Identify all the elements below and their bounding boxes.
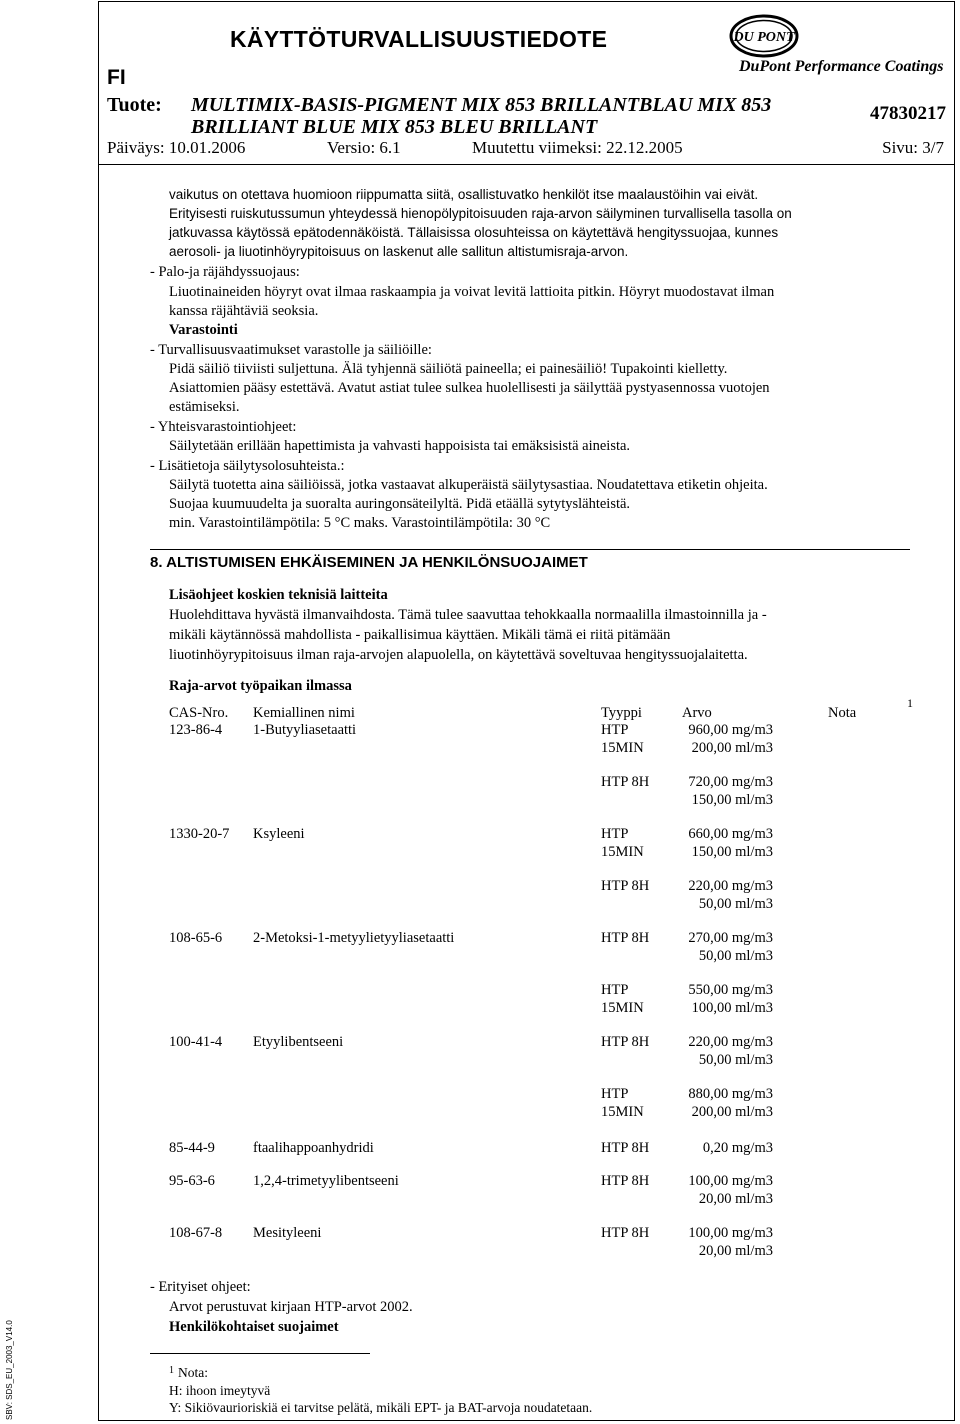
table-cell-type: HTP 8H bbox=[601, 1034, 650, 1050]
storage-req-heading: - Turvallisuusvaatimukset varastolle ja säiliöille: bbox=[150, 342, 432, 358]
table-cell-type: 15MIN bbox=[601, 1000, 644, 1016]
document-title: KÄYTTÖTURVALLISUUSTIEDOTE bbox=[230, 26, 608, 52]
table-cell-type: 15MIN bbox=[601, 740, 644, 756]
table-cell-type: HTP 8H bbox=[601, 930, 650, 946]
table-cell-value: 20,00 ml/m3 bbox=[698, 1191, 773, 1207]
table-cell-value: 660,00 mg/m3 bbox=[688, 826, 773, 842]
storage-info-text: Säilytä tuotetta aina säiliöissä, jotka vastaavat alkuperäistä säilytysastiaa. Noudatettava etiketin ohjeita. bbox=[169, 477, 768, 493]
brand-tagline: DuPont Performance Coatings bbox=[739, 58, 944, 75]
storage-info-heading: - Lisätietoja säilytysolosuhteista.: bbox=[150, 458, 345, 474]
section-8-title: 8. ALTISTUMISEN EHKÄISEMINEN JA HENKILÖNSUOJAIMET bbox=[150, 554, 588, 571]
table-cell-cas: 1330-20-7 bbox=[169, 826, 230, 842]
table-cell-value: 50,00 ml/m3 bbox=[698, 1052, 773, 1068]
storage-req-text: Pidä säiliö tiiviisti suljettuna. Älä tyhjennä säiliötä paineella; ei painesäiliö! Tupakointi kielletty. bbox=[169, 361, 728, 377]
table-cell-value: 270,00 mg/m3 bbox=[688, 930, 773, 946]
table-cell-type: HTP bbox=[601, 826, 629, 842]
limits-heading: Raja-arvot työpaikan ilmassa bbox=[169, 678, 352, 694]
table-cell-value: 100,00 mg/m3 bbox=[688, 1173, 773, 1189]
document-header bbox=[99, 2, 954, 165]
body-line: jatkuvassa käytössä epätodennäköistä. Tällaisissa olosuhteissa on käytettävä hengityssuojaa, kunnes bbox=[169, 225, 779, 240]
table-cell-value: 960,00 mg/m3 bbox=[688, 722, 773, 738]
footnote-label: Nota: bbox=[178, 1365, 208, 1380]
table-cell-value: 220,00 mg/m3 bbox=[688, 1034, 773, 1050]
col-header-cas: CAS-Nro. bbox=[169, 705, 229, 721]
table-cell-name: Mesityleeni bbox=[253, 1225, 322, 1241]
version: Versio: 6.1 bbox=[327, 138, 401, 157]
logo-text: DU PONT bbox=[733, 30, 795, 45]
fire-heading: - Palo-ja räjähdyssuojaus: bbox=[150, 264, 300, 280]
issue-date: Päiväys: 10.01.2006 bbox=[107, 138, 246, 157]
footnote-marker: 1 bbox=[907, 696, 913, 710]
table-cell-value: 0,20 mg/m3 bbox=[702, 1140, 773, 1156]
footnote-mark: 1 bbox=[169, 1365, 174, 1376]
side-code bbox=[2, 1320, 16, 1420]
special-text: Arvot perustuvat kirjaan HTP-arvot 2002. bbox=[169, 1299, 413, 1315]
language-code: FI bbox=[107, 66, 126, 89]
tech-text: mikäli käytännössä mahdollista - paikallisimua käyttäen. Mikäli tämä ei riitä pitämään bbox=[169, 627, 671, 643]
body-line: Erityisesti ruiskutussumun yhteydessä hienopölypitoisuuden raja-arvon säilyminen turvallisella tasolla on bbox=[169, 206, 792, 221]
table-cell-type: 15MIN bbox=[601, 844, 644, 860]
table-cell-type: HTP 8H bbox=[601, 1173, 650, 1189]
footnote-divider bbox=[150, 1353, 370, 1354]
table-cell-type: HTP 8H bbox=[601, 774, 650, 790]
table-cell-value: 150,00 ml/m3 bbox=[691, 844, 773, 860]
product-name-line1: MULTIMIX-BASIS-PIGMENT MIX 853 BRILLANTBLAU MIX 853 bbox=[191, 94, 772, 116]
storage-info-text: Suojaa kuumuudelta ja suoralta auringonsäteilyltä. Pidä etäällä sytytyslähteistä. bbox=[169, 496, 631, 512]
table-cell-name: 1-Butyyliasetaatti bbox=[253, 722, 357, 738]
footnote-h: H: ihoon imeytyvä bbox=[169, 1383, 271, 1398]
fire-text: kanssa räjähtäviä seoksia. bbox=[169, 303, 319, 319]
footnote-y: Y: Sikiövaurioriskiä ei tarvitse pelätä, mikäli EPT- ja BAT-arvoja noudatetaan. bbox=[169, 1400, 593, 1415]
tech-heading: Lisäohjeet koskien teknisiä laitteita bbox=[169, 587, 388, 603]
col-header-type: Tyyppi bbox=[601, 705, 642, 721]
col-header-name: Kemiallinen nimi bbox=[253, 705, 355, 721]
table-cell-cas: 108-67-8 bbox=[169, 1225, 223, 1241]
table-cell-value: 220,00 mg/m3 bbox=[688, 878, 773, 894]
table-cell-value: 100,00 ml/m3 bbox=[691, 1000, 773, 1016]
table-cell-type: HTP 8H bbox=[601, 1225, 650, 1241]
section-divider bbox=[150, 549, 910, 550]
tech-text: liuotinhöyrypitoisuus ilman raja-arvojen alapuolella, on käytettävä soveltuvaa hengityssuojalaitetta. bbox=[169, 647, 748, 663]
table-cell-cas: 95-63-6 bbox=[169, 1173, 215, 1189]
body-line: vaikutus on otettava huomioon riippumatta siitä, osallistuvatko henkilöt itse maalaustöihin vai eivät. bbox=[169, 187, 759, 202]
table-cell-type: HTP 8H bbox=[601, 878, 650, 894]
side-code-text: SBV: SDS_EU_2003_V14.0 bbox=[5, 1320, 14, 1420]
table-cell-type: HTP bbox=[601, 982, 629, 998]
table-cell-name: 1,2,4-trimetyylibentseeni bbox=[253, 1173, 399, 1189]
table-cell-value: 880,00 mg/m3 bbox=[688, 1086, 773, 1102]
page-number: Sivu: 3/7 bbox=[882, 138, 944, 157]
table-cell-value: 550,00 mg/m3 bbox=[688, 982, 773, 998]
product-name-line2: BRILLIANT BLUE MIX 853 BLEU BRILLANT bbox=[191, 116, 598, 138]
table-cell-value: 200,00 ml/m3 bbox=[691, 740, 773, 756]
table-cell-cas: 85-44-9 bbox=[169, 1140, 215, 1156]
document-number: 47830217 bbox=[870, 103, 946, 124]
special-heading: - Erityiset ohjeet: bbox=[150, 1279, 251, 1295]
table-cell-value: 20,00 ml/m3 bbox=[698, 1243, 773, 1259]
table-cell-type: HTP bbox=[601, 1086, 629, 1102]
body-line: aerosoli- ja liuotinhöyrypitoisuus on laskenut alle sallitun altistumisraja-arvon. bbox=[169, 244, 629, 259]
tech-text: Huolehdittava hyvästä ilmanvaihdosta. Tämä tulee saavuttaa tehokkaalla normaalilla ilmastoinnilla ja - bbox=[169, 607, 767, 623]
col-header-note: Nota bbox=[828, 705, 857, 721]
ppe-heading: Henkilökohtaiset suojaimet bbox=[169, 1319, 339, 1335]
table-cell-type: HTP bbox=[601, 722, 629, 738]
joint-storage-heading: - Yhteisvarastointiohjeet: bbox=[150, 419, 297, 435]
table-cell-value: 100,00 mg/m3 bbox=[688, 1225, 773, 1241]
table-cell-value: 200,00 ml/m3 bbox=[691, 1104, 773, 1120]
storage-info-text: min. Varastointilämpötila: 5 °C maks. Varastointilämpötila: 30 °C bbox=[169, 515, 551, 531]
table-cell-name: 2-Metoksi-1-metyylietyyliasetaatti bbox=[253, 930, 455, 946]
fire-text: Liuotinaineiden höyryt ovat ilmaa raskaampia ja voivat levitä lattioita pitkin. Höyryt muodostavat ilman bbox=[169, 284, 775, 300]
table-cell-cas: 100-41-4 bbox=[169, 1034, 223, 1050]
table-cell-value: 720,00 mg/m3 bbox=[688, 774, 773, 790]
table-cell-name: ftaalihappoanhydridi bbox=[253, 1140, 374, 1156]
table-cell-value: 50,00 ml/m3 bbox=[698, 948, 773, 964]
product-label: Tuote: bbox=[107, 94, 162, 116]
storage-heading: Varastointi bbox=[169, 322, 238, 338]
table-cell-value: 150,00 ml/m3 bbox=[691, 792, 773, 808]
table-cell-name: Ksyleeni bbox=[253, 826, 305, 842]
table-cell-cas: 123-86-4 bbox=[169, 722, 223, 738]
last-modified: Muutettu viimeksi: 22.12.2005 bbox=[472, 138, 683, 157]
table-cell-type: 15MIN bbox=[601, 1104, 644, 1120]
storage-req-text: Asiattomien pääsy estettävä. Avatut astiat tulee sulkea huolellisesti ja säilyttää pystyasennossa vuotojen bbox=[169, 380, 770, 396]
table-cell-name: Etyylibentseeni bbox=[253, 1034, 344, 1050]
col-header-value: Arvo bbox=[682, 705, 712, 721]
table-cell-type: HTP 8H bbox=[601, 1140, 650, 1156]
storage-req-text: estämiseksi. bbox=[169, 399, 240, 415]
table-cell-value: 50,00 ml/m3 bbox=[698, 896, 773, 912]
table-cell-cas: 108-65-6 bbox=[169, 930, 223, 946]
joint-storage-text: Säilytetään erillään hapettimista ja vahvasti happoisista tai emäksisistä aineista. bbox=[169, 438, 631, 454]
dupont-logo bbox=[729, 14, 799, 58]
